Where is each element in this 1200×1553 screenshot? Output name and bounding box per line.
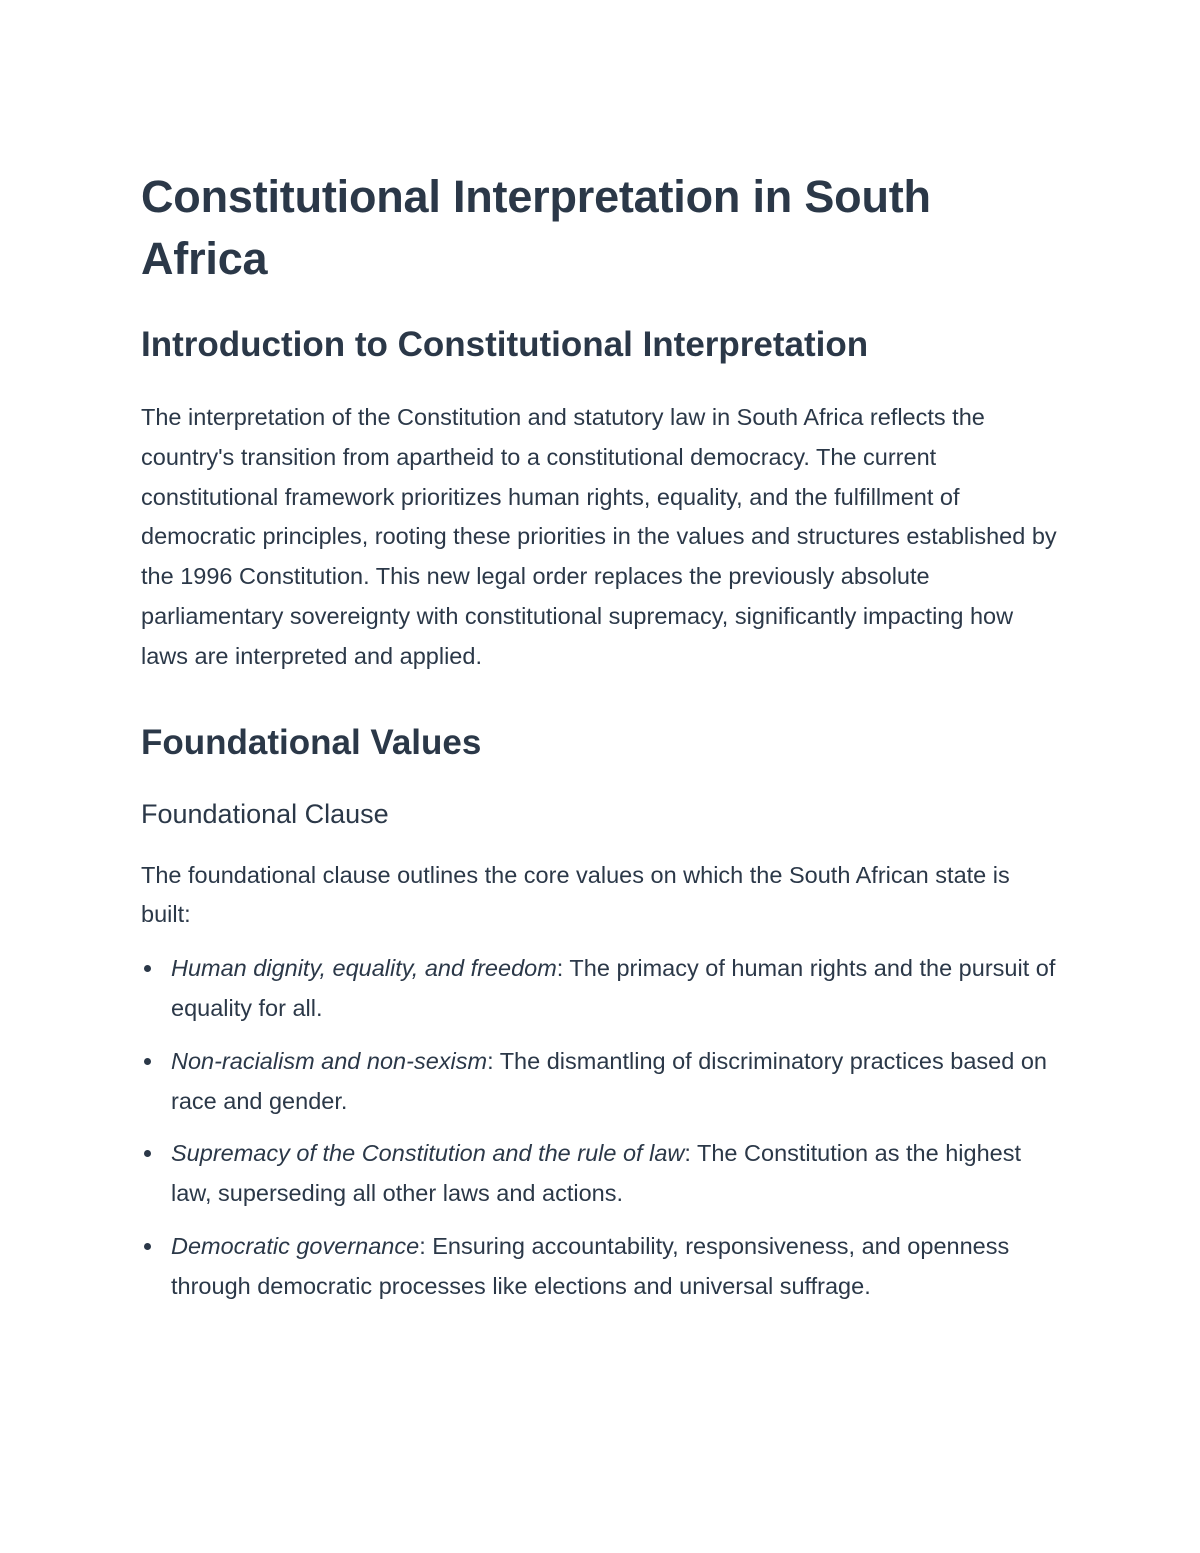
bullet-icon (144, 1243, 151, 1250)
foundational-values-list (141, 949, 1061, 1306)
document-page (141, 166, 1061, 1320)
list-item-description: : The Constitution as the highest law, superseding all other laws and actions. (171, 1140, 1021, 1207)
list-item (141, 1042, 1061, 1122)
list-item-description: : The dismantling of discriminatory practices based on race and gender. (171, 1047, 1047, 1114)
list-item (141, 1134, 1061, 1214)
bullet-icon (144, 1150, 151, 1157)
list-item-term: Human dignity, equality, and freedom (171, 955, 557, 982)
document-title: Constitutional Interpretation in South Africa (141, 171, 931, 284)
list-item (141, 1227, 1061, 1307)
foundational-clause-paragraph: The foundational clause outlines the core values on which the South African state is built: (141, 861, 1010, 928)
introduction-paragraph: The interpretation of the Constitution and statutory law in South Africa reflects the country's transition from apartheid to a constitutional democracy. The current constitutional framework prioritizes human rights, equality, and the fulfillment of democratic principles, rooting these priorities in the values and structures established by the 1996 Constitution. This new legal order replaces the previously absolute parliamentary sovereignty with constitutional supremacy, significantly impacting how laws are interpreted and applied. (141, 404, 1057, 669)
section-heading-introduction: Introduction to Constitutional Interpretation (141, 325, 869, 364)
bullet-icon (144, 1058, 151, 1065)
subheading-foundational-clause: Foundational Clause (141, 798, 389, 829)
bullet-icon (144, 965, 151, 972)
list-item-description: : Ensuring accountability, responsiveness, and openness through democratic processes like elections and universal suffrage. (171, 1232, 1010, 1299)
list-item-description: : The primacy of human rights and the pursuit of equality for all. (171, 955, 1056, 1021)
list-item-term: Non-racialism and non-sexism (171, 1047, 488, 1074)
list-item (141, 949, 1061, 1029)
list-item-term: Supremacy of the Constitution and the rule of law (171, 1140, 685, 1167)
section-heading-foundational-values: Foundational Values (141, 722, 482, 762)
list-item-term: Democratic governance (171, 1232, 420, 1259)
